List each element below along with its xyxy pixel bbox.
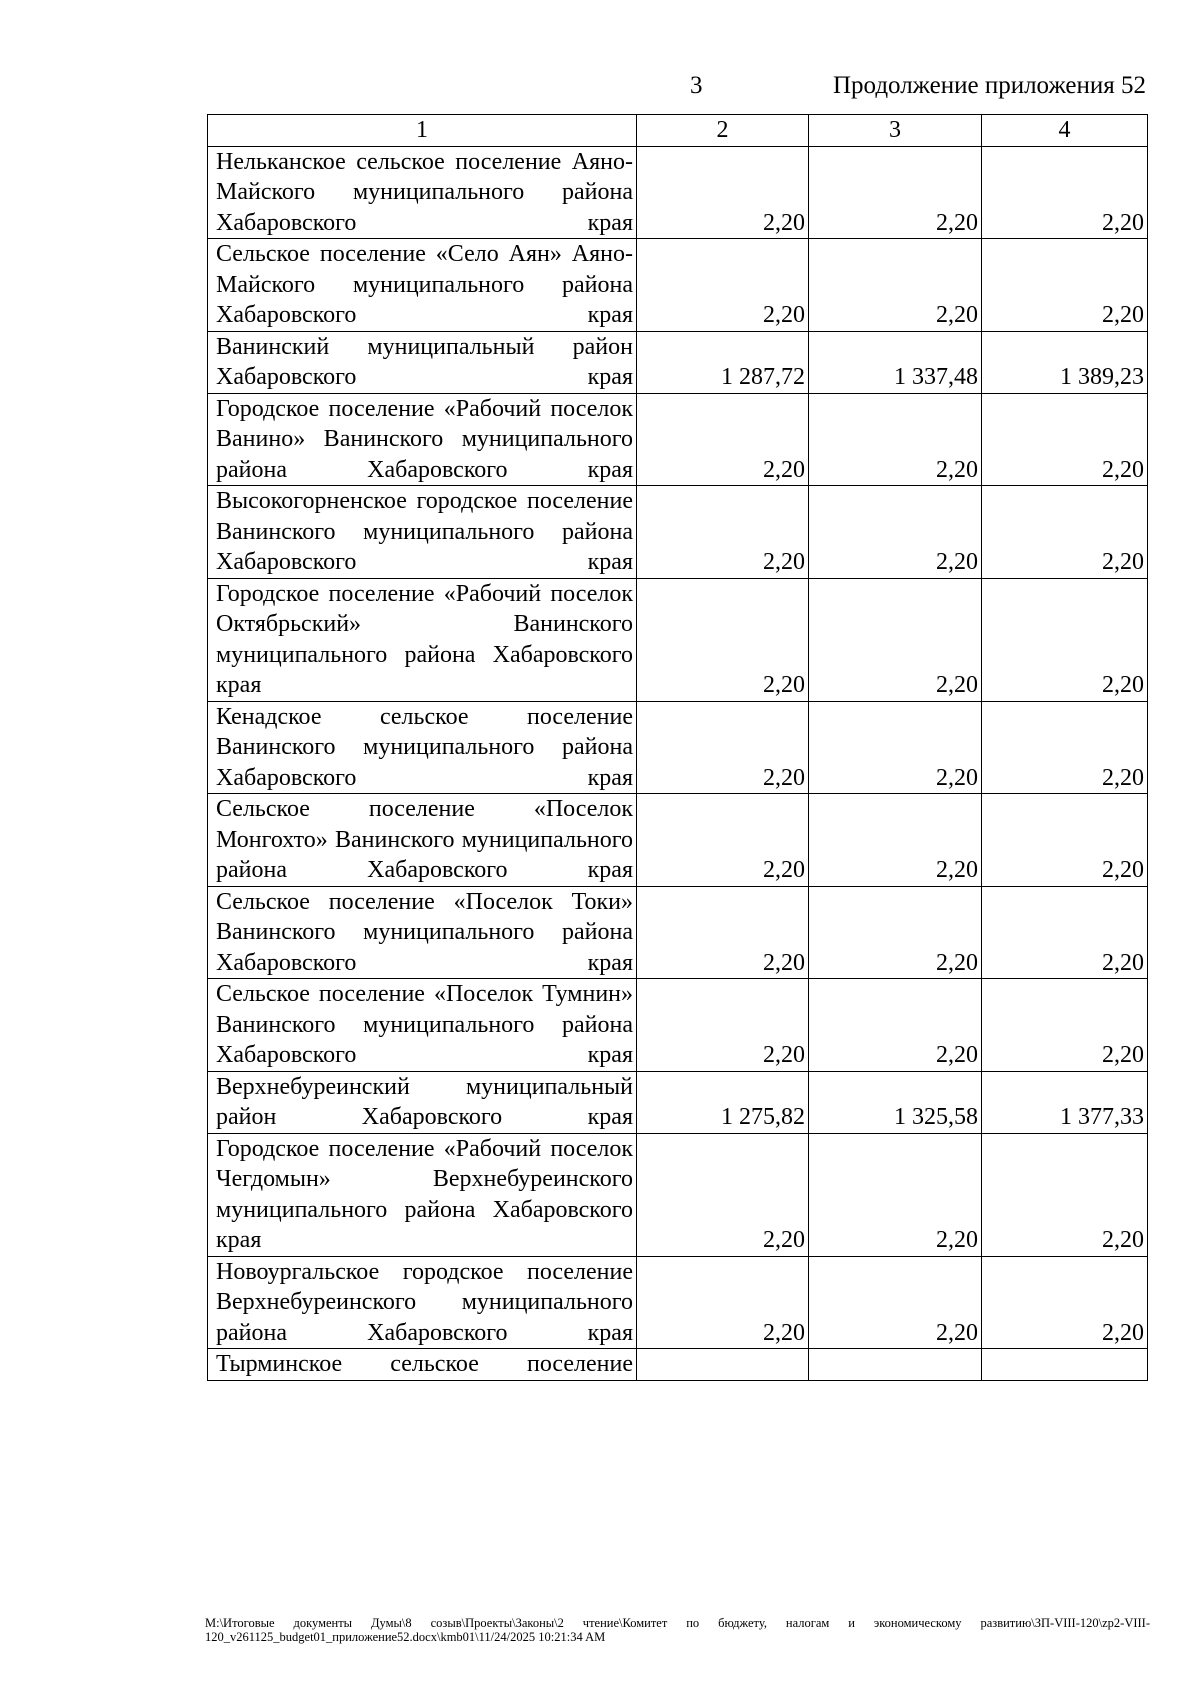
table-row xyxy=(208,1256,1148,1349)
value-col2: 2,20 xyxy=(637,886,809,979)
value-col3: 2,20 xyxy=(809,1133,982,1256)
value-col4: 2,20 xyxy=(982,979,1148,1072)
table-row xyxy=(208,331,1148,393)
table-row xyxy=(208,979,1148,1072)
value-col4: 2,20 xyxy=(982,794,1148,887)
municipality-name: Высокогорненское городское поселение Ванинского муниципального района Хабаровского края xyxy=(208,486,637,579)
value-col2: 2,20 xyxy=(637,1256,809,1349)
table-row xyxy=(208,1133,1148,1256)
table-row xyxy=(208,1349,1148,1381)
table-row xyxy=(208,1071,1148,1133)
value-col4: 2,20 xyxy=(982,486,1148,579)
file-path-footer: M:\Итоговые документы Думы\8 созыв\Проекты\Законы\2 чтение\Комитет по бюджету, налогам и экономическому развитию\ЗП-VIII-120\zp2-VIII-120_v261125_budget01_приложение52.docx\kmb01\11/24/2025 10:21:34 AM xyxy=(205,1616,1150,1644)
value-col4: 2,20 xyxy=(982,393,1148,486)
value-col3: 2,20 xyxy=(809,701,982,794)
value-col4: 2,20 xyxy=(982,1256,1148,1349)
value-col2: 1 287,72 xyxy=(637,331,809,393)
table-row xyxy=(208,794,1148,887)
municipality-name: Нельканское сельское поселение Аяно-Майского муниципального района Хабаровского края xyxy=(208,146,637,239)
value-col3: 2,20 xyxy=(809,239,982,332)
value-col4: 2,20 xyxy=(982,1133,1148,1256)
value-col3 xyxy=(809,1349,982,1381)
table-row xyxy=(208,486,1148,579)
value-col4: 2,20 xyxy=(982,239,1148,332)
value-col3: 2,20 xyxy=(809,578,982,701)
value-col2: 2,20 xyxy=(637,1133,809,1256)
table-header-row xyxy=(208,115,1148,147)
value-col2: 1 275,82 xyxy=(637,1071,809,1133)
municipality-name: Кенадское сельское поселение Ванинского муниципального района Хабаровского края xyxy=(208,701,637,794)
table-row xyxy=(208,701,1148,794)
value-col3: 2,20 xyxy=(809,979,982,1072)
municipality-name: Городское поселение «Рабочий поселок Ванино» Ванинского муниципального района Хабаровского края xyxy=(208,393,637,486)
municipality-name: Сельское поселение «Поселок Токи» Ванинского муниципального района Хабаровского края xyxy=(208,886,637,979)
value-col4: 1 377,33 xyxy=(982,1071,1148,1133)
value-col2: 2,20 xyxy=(637,794,809,887)
value-col4: 2,20 xyxy=(982,146,1148,239)
table-row xyxy=(208,886,1148,979)
value-col3: 2,20 xyxy=(809,1256,982,1349)
value-col3: 2,20 xyxy=(809,146,982,239)
value-col3: 2,20 xyxy=(809,794,982,887)
value-col4: 2,20 xyxy=(982,886,1148,979)
municipality-name: Сельское поселение «Поселок Монгохто» Ванинского муниципального района Хабаровского края xyxy=(208,794,637,887)
value-col2: 2,20 xyxy=(637,979,809,1072)
value-col2: 2,20 xyxy=(637,701,809,794)
municipality-name: Тырминское сельское поселение xyxy=(208,1349,637,1381)
value-col3: 1 325,58 xyxy=(809,1071,982,1133)
column-header: 2 xyxy=(637,115,809,147)
table-row xyxy=(208,146,1148,239)
appendix-table xyxy=(207,114,1148,1381)
municipality-name: Городское поселение «Рабочий поселок Октябрьский» Ванинского муниципального района Хабаровского края xyxy=(208,578,637,701)
value-col2: 2,20 xyxy=(637,239,809,332)
value-col4: 2,20 xyxy=(982,701,1148,794)
column-header: 1 xyxy=(208,115,637,147)
value-col3: 2,20 xyxy=(809,486,982,579)
municipality-name: Сельское поселение «Село Аян» Аяно-Майского муниципального района Хабаровского края xyxy=(208,239,637,332)
value-col2: 2,20 xyxy=(637,146,809,239)
table-row xyxy=(208,239,1148,332)
continuation-heading: Продолжение приложения 52 xyxy=(832,72,1146,99)
table-row xyxy=(208,578,1148,701)
value-col4: 1 389,23 xyxy=(982,331,1148,393)
municipality-name: Новоургальское городское поселение Верхнебуреинского муниципального района Хабаровского края xyxy=(208,1256,637,1349)
value-col2: 2,20 xyxy=(637,486,809,579)
value-col2: 2,20 xyxy=(637,393,809,486)
column-header: 3 xyxy=(809,115,982,147)
value-col4: 2,20 xyxy=(982,578,1148,701)
value-col2 xyxy=(637,1349,809,1381)
value-col3: 1 337,48 xyxy=(809,331,982,393)
municipality-name: Городское поселение «Рабочий поселок Чегдомын» Верхнебуреинского муниципального района Хабаровского края xyxy=(208,1133,637,1256)
municipality-name: Верхнебуреинский муниципальный район Хабаровского края xyxy=(208,1071,637,1133)
column-header: 4 xyxy=(982,115,1148,147)
municipality-name: Ванинский муниципальный район Хабаровского края xyxy=(208,331,637,393)
page-number: 3 xyxy=(690,72,703,99)
value-col3: 2,20 xyxy=(809,393,982,486)
value-col3: 2,20 xyxy=(809,886,982,979)
value-col4 xyxy=(982,1349,1148,1381)
table-row xyxy=(208,393,1148,486)
value-col2: 2,20 xyxy=(637,578,809,701)
municipality-name: Сельское поселение «Поселок Тумнин» Ванинского муниципального района Хабаровского края xyxy=(208,979,637,1072)
